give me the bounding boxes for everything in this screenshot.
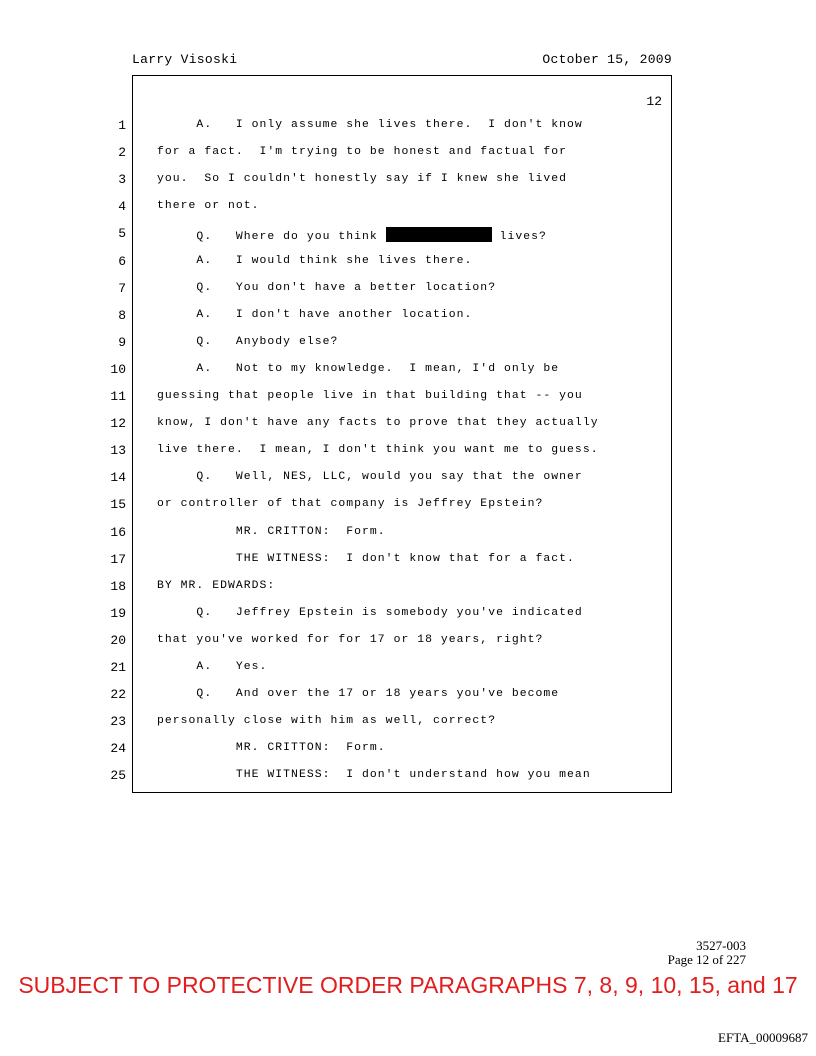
line-number: 21 [110,660,126,675]
line-number: 1 [118,118,126,133]
transcript-line: THE WITNESS: I don't know that for a fact. [157,552,575,565]
transcript-line: for a fact. I'm trying to be honest and factual for [157,146,568,159]
line-number: 18 [110,578,126,594]
transcript-line: A. I don't have another location. [157,308,473,321]
transcript-line: Q. You don't have a better location? [157,281,497,294]
transcript-line: personally close with him as well, correct? [157,715,497,728]
document-footer [668,939,746,967]
line-number: 6 [118,253,126,269]
transcript-line: A. Yes. [157,661,268,673]
document-code: 3527-003 [696,938,746,953]
line-number: 10 [110,361,126,377]
line-number: 25 [110,768,126,784]
transcript-line: know, I don't have any facts to prove that they actually [157,417,599,430]
transcript-line: guessing that people live in that building that -- you [157,390,583,402]
transcript-line: or controller of that company is Jeffrey Epstein? [157,498,544,511]
transcript-line: A. I only assume she lives there. I don't know [157,119,583,131]
line-number: 20 [110,632,126,648]
page-of-total: Page 12 of 227 [667,952,746,967]
line-number: 2 [118,145,126,161]
transcript-line: MR. CRITTON: Form. [157,742,386,755]
transcript-line: Q. Jeffrey Epstein is somebody you've indicated [157,606,583,619]
bates-number: EFTA_00009687 [718,1030,808,1045]
line-number: 12 [110,416,126,432]
line-number: 24 [110,741,126,757]
redaction-bar [386,227,492,242]
transcript-line: MR. CRITTON: Form. [157,525,386,538]
line-number: 5 [118,226,126,242]
transcript-line: there or not. [157,200,260,213]
line-number: 11 [110,389,126,404]
transcript-line: Q. Well, NES, LLC, would you say that the owner [157,471,583,484]
transcript-line: you. So I couldn't honestly say if I knew she lived [157,173,568,186]
line-number: 15 [110,497,126,513]
line-number: 19 [110,605,126,621]
protective-order-notice: SUBJECT TO PROTECTIVE ORDER PARAGRAPHS 7, 8, 9, 10, 15, and 17 [18,972,798,998]
transcript-line: BY MR. EDWARDS: [157,579,276,592]
line-number: 16 [110,524,126,540]
transcript-page-number: 12 [646,94,662,109]
witness-name: Larry Visoski [132,52,238,67]
transcript-line: that you've worked for for 17 or 18 years, right? [157,633,544,646]
line-number: 9 [118,334,126,350]
line-text-before-redaction: Q. Where do you think [157,231,386,244]
line-number: 14 [110,470,126,486]
line-number: 4 [118,199,126,215]
line-number: 22 [110,687,126,703]
line-number: 13 [110,443,126,459]
transcript-line: THE WITNESS: I don't understand how you mean [157,769,591,782]
line-number: 8 [118,307,126,323]
transcript-line: Q. Anybody else? [157,335,339,348]
transcript-line: A. Not to my knowledge. I mean, I'd only be [157,362,560,375]
line-number: 3 [118,172,126,188]
line-number: 23 [110,714,126,730]
transcript-line [157,227,547,243]
deposition-date: October 15, 2009 [542,52,672,67]
transcript-line: A. I would think she lives there. [157,254,473,267]
line-text-after-redaction: lives? [491,231,547,244]
line-number: 7 [118,280,126,296]
transcript-line: Q. And over the 17 or 18 years you've become [157,688,560,701]
transcript-line: live there. I mean, I don't think you want me to guess. [157,444,599,457]
line-number: 17 [110,551,126,567]
